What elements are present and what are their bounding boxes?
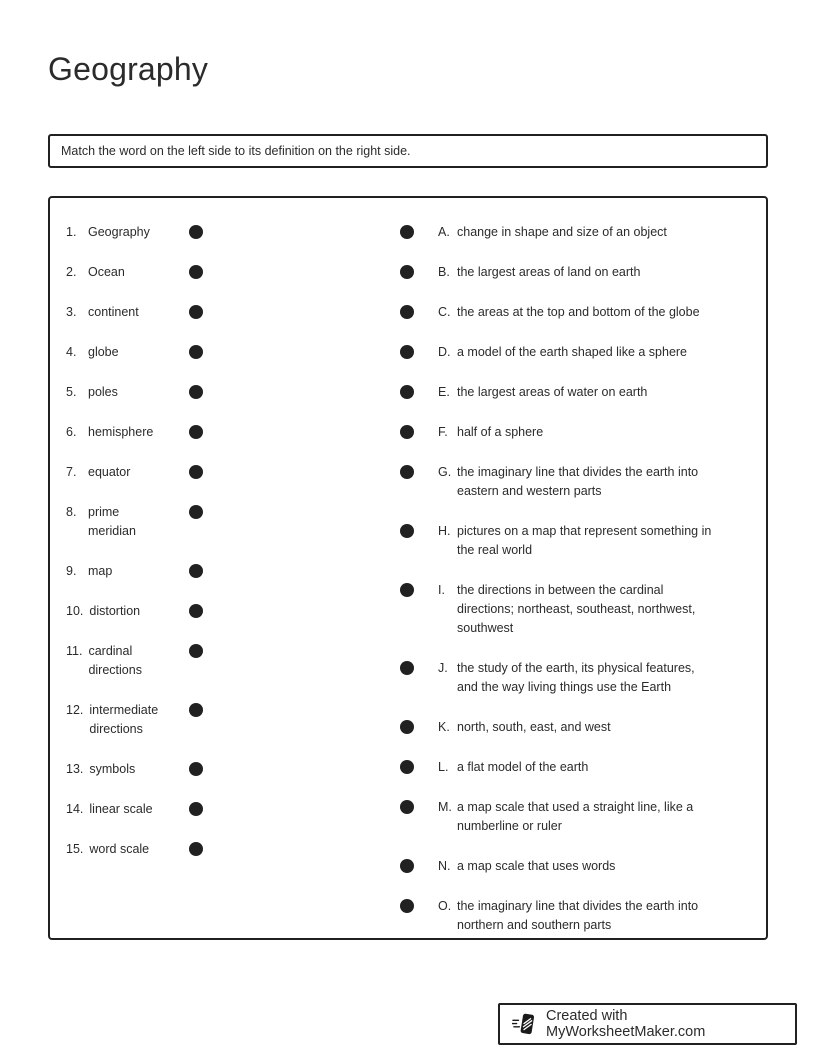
word-number: 2. [66,265,77,279]
match-dot[interactable] [400,225,414,239]
definition-text: the largest areas of water on earth [457,385,648,399]
word-label: continent [88,305,139,319]
match-dot[interactable] [189,345,203,359]
word-label: intermediate directions [89,703,159,736]
definition-item [390,581,746,638]
match-dot[interactable] [189,762,203,776]
word-item [66,463,390,482]
definition-text: north, south, east, and west [457,720,611,734]
definition-item [390,423,746,442]
match-dot[interactable] [400,265,414,279]
word-number: 7. [66,465,77,479]
definition-text: the areas at the top and bottom of the globe [457,305,700,319]
definition-text: a map scale that uses words [457,859,616,873]
definition-text: a map scale that used a straight line, like a numberline or ruler [457,800,694,833]
definition-item [390,798,746,836]
definition-letter: H. [438,524,451,538]
match-dot[interactable] [189,465,203,479]
word-label: symbols [89,762,136,776]
match-dot[interactable] [400,345,414,359]
definition-item [390,463,746,501]
definition-item [390,857,746,876]
word-number: 8. [66,505,77,519]
definition-text: the largest areas of land on earth [457,265,641,279]
word-item [66,701,390,739]
definition-letter: N. [438,859,451,873]
word-item [66,642,390,680]
match-dot[interactable] [189,425,203,439]
footer-text: Created with MyWorksheetMaker.com [546,1008,706,1040]
word-label: distortion [89,604,141,618]
word-label: poles [88,385,118,399]
definition-letter: F. [438,425,448,439]
definition-text: a flat model of the earth [457,760,589,774]
word-item [66,562,390,581]
match-dot[interactable] [400,661,414,675]
definition-letter: D. [438,345,451,359]
match-dot[interactable] [189,802,203,816]
definition-letter: M. [438,800,452,814]
word-number: 15. [66,842,84,856]
definition-letter: O. [438,899,452,913]
word-item [66,263,390,282]
match-dot[interactable] [400,583,414,597]
word-number: 1. [66,225,77,239]
definition-item [390,758,746,777]
word-label: equator [88,465,131,479]
definition-text: the imaginary line that divides the earth into eastern and western parts [457,465,699,498]
word-number: 13. [66,762,84,776]
matching-exercise-box [48,196,768,940]
definition-text: pictures on a map that represent something in the real world [457,524,712,557]
definition-item [390,522,746,560]
word-item [66,343,390,362]
definition-item [390,718,746,737]
instruction-box [48,134,768,168]
instruction-text: Match the word on the left side to its definition on the right side. [61,144,411,158]
word-number: 6. [66,425,77,439]
definition-text: half of a sphere [457,425,544,439]
definition-letter: A. [438,225,450,239]
definition-item [390,343,746,362]
match-dot[interactable] [400,720,414,734]
page-title: Geography [48,51,209,87]
match-dot[interactable] [400,800,414,814]
match-dot[interactable] [400,465,414,479]
definition-letter: G. [438,465,452,479]
match-dot[interactable] [189,604,203,618]
word-number: 12. [66,703,84,717]
word-item [66,223,390,242]
worksheet-maker-logo-icon [512,1010,538,1038]
definition-letter: I. [438,583,445,597]
definition-letter: J. [438,661,448,675]
definition-text: a model of the earth shaped like a sphere [457,345,688,359]
word-number: 10. [66,604,84,618]
definition-item [390,223,746,242]
match-dot[interactable] [400,760,414,774]
word-label: Ocean [88,265,125,279]
definition-letter: L. [438,760,449,774]
match-dot[interactable] [400,305,414,319]
word-number: 4. [66,345,77,359]
match-dot[interactable] [400,859,414,873]
match-dot[interactable] [189,564,203,578]
definition-item [390,659,746,697]
word-item [66,800,390,819]
definition-letter: C. [438,305,451,319]
match-dot[interactable] [189,305,203,319]
word-number: 5. [66,385,77,399]
definition-item [390,263,746,282]
word-item [66,760,390,779]
definition-letter: E. [438,385,450,399]
word-label: cardinal directions [88,644,142,677]
match-dot[interactable] [189,225,203,239]
match-dot[interactable] [189,842,203,856]
match-dot[interactable] [189,265,203,279]
word-item [66,303,390,322]
definition-text: the study of the earth, its physical features, and the way living things use the Earth [457,661,695,694]
match-dot[interactable] [400,425,414,439]
definition-item [390,303,746,322]
word-item [66,503,390,541]
definition-letter: B. [438,265,450,279]
definition-item [390,383,746,402]
word-label: word scale [89,842,150,856]
word-label: hemisphere [88,425,154,439]
word-list [66,223,390,880]
word-number: 14. [66,802,84,816]
definition-item [390,897,746,935]
match-dot[interactable] [400,524,414,538]
word-number: 11. [66,644,83,658]
match-dot[interactable] [400,899,414,913]
word-item [66,602,390,621]
footer-badge [498,1003,797,1045]
word-number: 3. [66,305,77,319]
definition-list [390,223,746,956]
word-label: globe [88,345,119,359]
match-dot[interactable] [189,644,203,658]
match-dot[interactable] [400,385,414,399]
definition-text: change in shape and size of an object [457,225,667,239]
word-item [66,840,390,859]
word-label: map [88,564,113,578]
match-dot[interactable] [189,505,203,519]
match-dot[interactable] [189,703,203,717]
word-label: linear scale [89,802,153,816]
word-item [66,423,390,442]
definition-text: the imaginary line that divides the earth into northern and southern parts [457,899,699,932]
definition-letter: K. [438,720,450,734]
word-item [66,383,390,402]
match-dot[interactable] [189,385,203,399]
word-label: prime meridian [88,505,136,538]
word-number: 9. [66,564,77,578]
word-label: Geography [88,225,150,239]
definition-text: the directions in between the cardinal directions; northeast, southeast, northwest, southwest [457,583,696,635]
